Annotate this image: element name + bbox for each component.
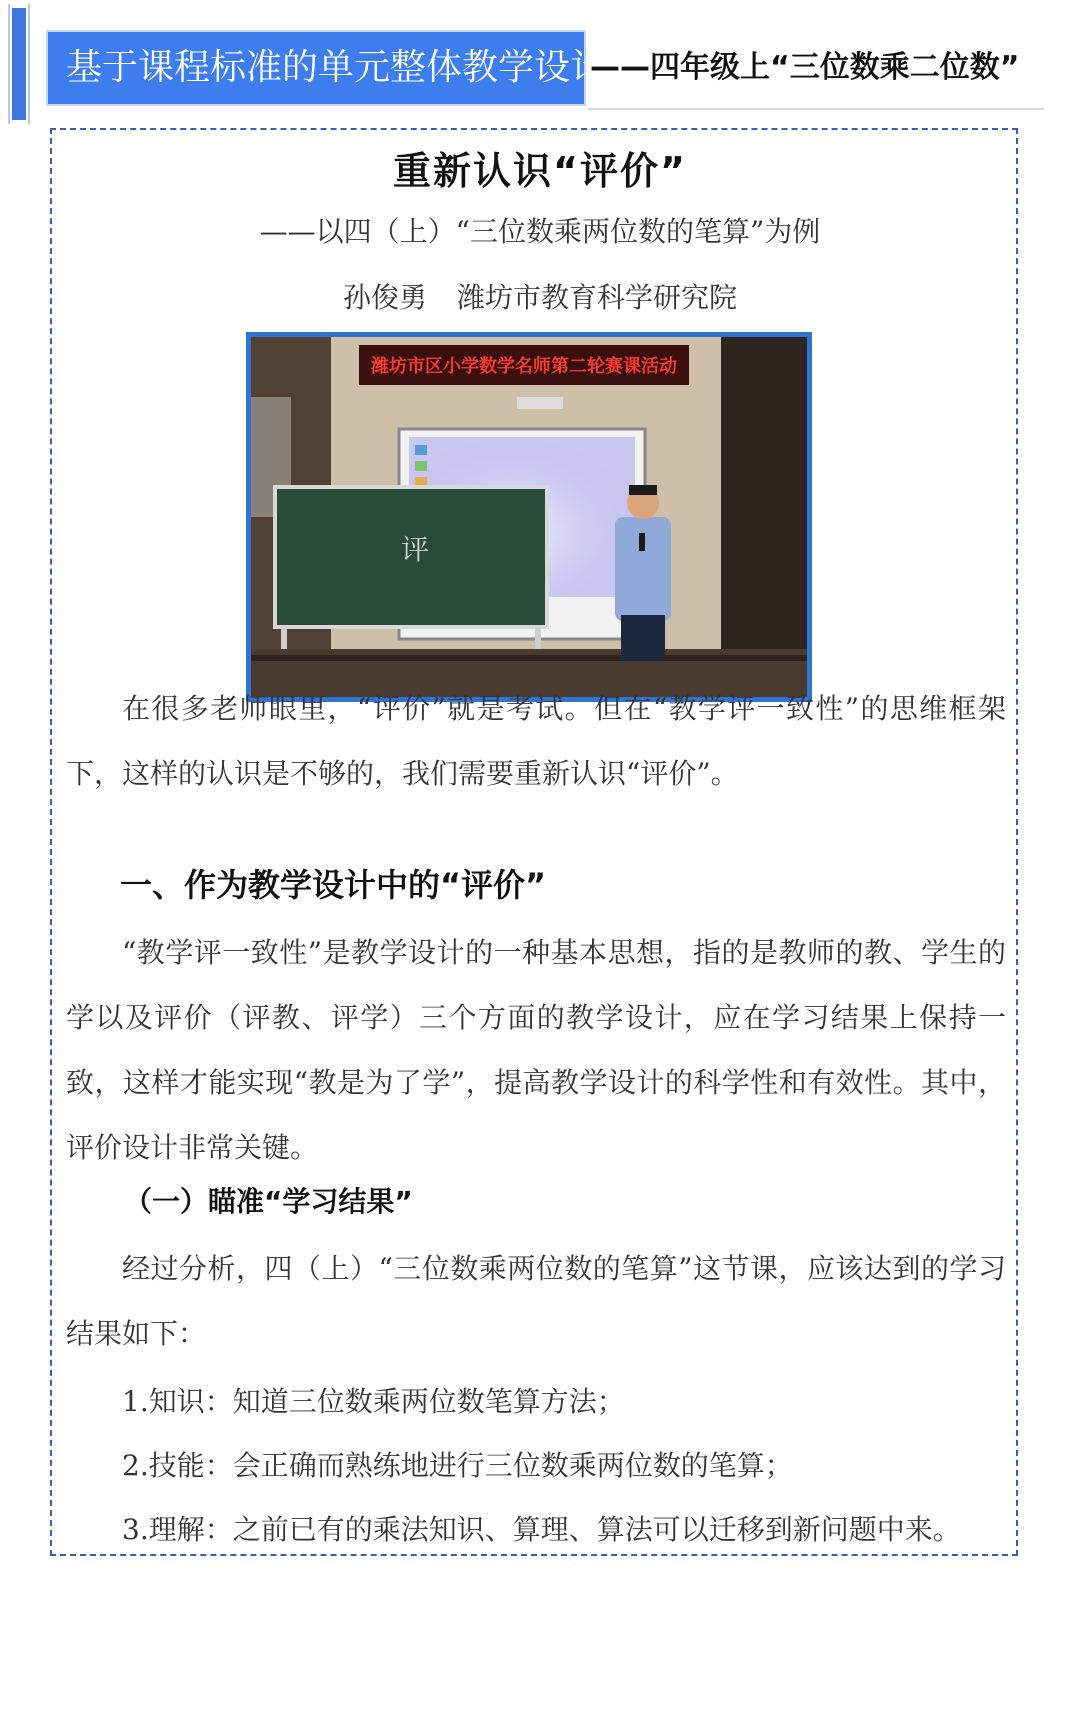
- classroom-photo-drawing: [251, 337, 807, 697]
- article-byline: [0, 276, 1080, 316]
- section1-heading: 一、作为教学设计中的“评价”: [120, 866, 547, 904]
- photo-banner-text: 潍坊市区小学数学名师第二轮赛课活动: [371, 356, 677, 377]
- list-item: 1.知识：知道三位数乘两位数笔算方法；: [122, 1385, 625, 1418]
- header-rule: [588, 108, 1044, 110]
- header-title-box: [46, 30, 607, 106]
- header-title: 基于课程标准的单元整体教学设计: [66, 47, 607, 88]
- section1-subheading: （一）瞄准“学习结果”: [124, 1185, 413, 1218]
- intro-paragraph: 在很多老师眼里，“评价”就是考试。但在“教学评一致性”的思维框架下，这样的认识是不够的，我们需要重新认识“评价”。: [66, 692, 1006, 790]
- section1-paragraph: “教学评一致性”是教学设计的一种基本思想，指的是教师的教、学生的学以及评价（评教、评学）三个方面的教学设计，应在学习结果上保持一致，这样才能实现“教是为了学”，提高教学设计的科学性和有效性。其中，评价设计非常关键。: [66, 936, 1006, 1164]
- list-item: 3.理解：之前已有的乘法知识、算理、算法可以迁移到新问题中来。: [122, 1513, 961, 1546]
- list-item: 2.技能：会正确而熟练地进行三位数乘两位数的笔算；: [122, 1449, 793, 1482]
- chalkboard-text: 评: [401, 533, 430, 566]
- header-left-bar: [12, 8, 26, 120]
- article-subtitle: ——以四（上）“三位数乘两位数的笔算”为例: [259, 215, 821, 248]
- article-title: 重新认识“评价”: [393, 149, 687, 193]
- classroom-photo: [246, 332, 812, 702]
- header-subtitle: ——四年级上“三位数乘二位数”: [590, 50, 1020, 85]
- section1-lead: 经过分析，四（上）“三位数乘两位数的笔算”这节课，应该达到的学习结果如下：: [66, 1252, 1006, 1350]
- author-affiliation: 潍坊市教育科学研究院: [457, 281, 738, 314]
- author-name: 孙俊勇: [342, 281, 427, 314]
